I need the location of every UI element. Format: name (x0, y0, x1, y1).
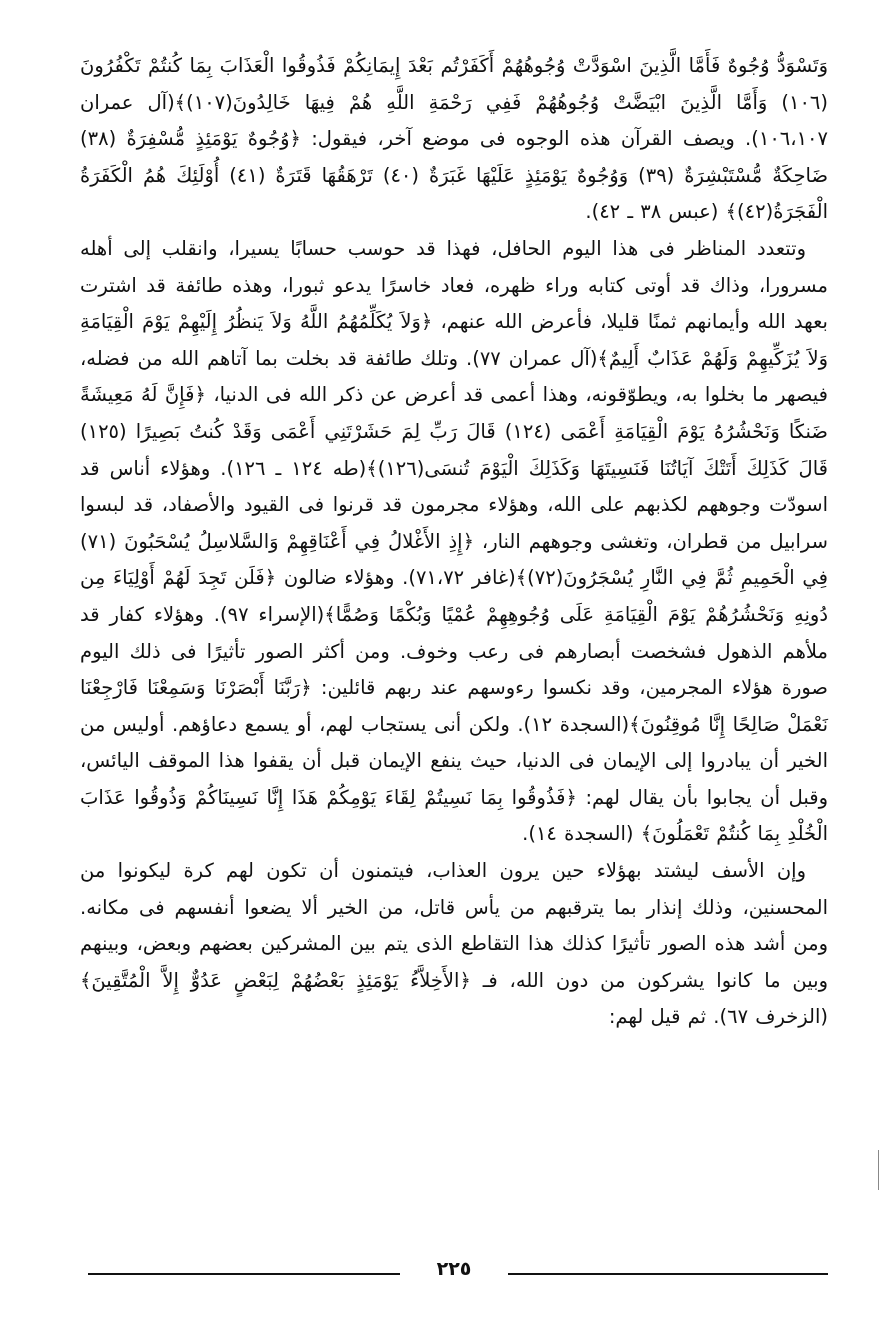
paragraph-3: وإن الأسف ليشتد بهؤلاء حين يرون العذاب، فيتمنون أن تكون لهم كرة ليكونوا من المحسنين، وذلك إنذار بما يترقبهم من يأس قاتل، من الخير ألا يضعوا أنفسهم فى مكانه. ومن أشد هذه الصور تأثيرًا كذلك هذا التقاطع الذى يتم بين المشركين بعضهم وبعض، وبينهم وبين ما كانوا يشركون من دون الله، فـ ﴿الأَخِلاَّءُ يَوْمَئِذٍ بَعْضُهُمْ لِبَعْضٍ عَدُوٌّ إِلاَّ الْمُتَّقِينَ﴾(الزخرف ٦٧). ثم قيل لهم: (80, 859, 828, 1029)
paragraph-2: وتتعدد المناظر فى هذا اليوم الحافل، فهذا قد حوسب حسابًا يسيرا، وانقلب إلى أهله مسرورا، وذاك قد أوتى كتابه وراء ظهره، فعاد خاسرًا يدعو ثبورا، وهذه طائفة قد اشترت بعهد الله وأيمانهم ثمنًا قليلا، فأعرض الله عنهم، ﴿وَلاَ يُكَلِّمُهُمُ اللَّهُ وَلاَ يَنظُرُ إِلَيْهِمْ يَوْمَ الْقِيَامَةِ وَلاَ يُزَكِّيهِمْ وَلَهُمْ عَذَابٌ أَلِيمٌ﴾(آل عمران ٧٧). وتلك طائفة قد بخلت بما آتاهم الله من فضله، فيصهر ما بخلوا به، ويطوّقونه، وهذا أعمى قد أعرض عن ذكر الله فى الدنيا، ﴿فَإِنَّ لَهُ مَعِيشَةً ضَنكًا وَنَحْشُرُهُ يَوْمَ الْقِيَامَةِ أَعْمَى (١٢٤) قَالَ رَبِّ لِمَ حَشَرْتَنِي أَعْمَى وَقَدْ كُنتُ بَصِيرًا (١٢٥) قَالَ كَذَلِكَ أَتَتْكَ آيَاتُنَا فَنَسِيتَهَا وَكَذَلِكَ الْيَوْمَ تُنسَى(١٢٦)﴾(طه ١٢٤ ـ ١٢٦). وهؤلاء أناس قد اسودّت وجوههم لكذبهم على الله، وهؤلاء مجرمون قد قرنوا فى القيود والأصفاد، قد لبسوا سرابيل من قطران، وتغشى وجوههم النار، ﴿إِذِ الأَغْلالُ فِي أَعْنَاقِهِمْ وَالسَّلاسِلُ يُسْحَبُونَ (٧١) فِي الْحَمِيمِ ثُمَّ فِي النَّارِ يُسْجَرُونَ(٧٢)﴾(غافر ٧١،٧٢). وهؤلاء ضالون ﴿فَلَن تَجِدَ لَهُمْ أَوْلِيَاءَ مِن دُونِهِ وَنَحْشُرُهُمْ يَوْمَ الْقِيَامَةِ عَلَى وُجُوهِهِمْ عُمْيًا وَبُكْمًا وَصُمًّا﴾(الإسراء ٩٧). وهؤلاء كفار قد ملأهم الذهول فشخصت أبصارهم فى رعب وخوف. ومن أكثر الصور تأثيرًا فى ذلك اليوم صورة هؤلاء المجرمين، وقد نكسوا رءوسهم عند ربهم قائلين: ﴿رَبَّنَا أَبْصَرْنَا وَسَمِعْنَا فَارْجِعْنَا نَعْمَلْ صَالِحًا إِنَّا مُوقِنُونَ﴾(السجدة ١٢). ولكن أنى يستجاب لهم، أو يسمع دعاؤهم. أوليس من الخير أن يبادروا إلى الإيمان فى الدنيا، حيث ينفع الإيمان قبل أن يقفوا هذا الموقف اليائس، وقبل أن يجابوا بأن يقال لهم: ﴿فَذُوقُوا بِمَا نَسِيتُمْ لِقَاءَ يَوْمِكُمْ هَذَا إِنَّا نَسِينَاكُمْ وَذُوقُوا عَذَابَ الْخُلْدِ بِمَا كُنتُمْ تَعْمَلُونَ﴾ (السجدة ١٤). (80, 236, 829, 846)
page-body (80, 48, 828, 1036)
page-number: ٢٢٥ (436, 1258, 472, 1280)
scan-edge-mark (878, 1150, 879, 1190)
page-footer (80, 1258, 828, 1288)
paragraph-1: وَتَسْوَدُّ وُجُوهٌ فَأَمَّا الَّذِينَ اسْوَدَّتْ وُجُوهُهُمْ أَكَفَرْتُم بَعْدَ إِيمَانِكُمْ فَذُوقُوا الْعَذَابَ بِمَا كُنتُمْ تَكْفُرُونَ (١٠٦) وَأَمَّا الَّذِينَ ابْيَضَّتْ وُجُوهُهُمْ فَفِي رَحْمَةِ اللَّهِ هُمْ فِيهَا خَالِدُونَ(١٠٧)﴾(آل عمران ١٠٦،١٠٧). ويصف القرآن هذه الوجوه فى موضع آخر، فيقول: ﴿وُجُوهٌ يَوْمَئِذٍ مُّسْفِرَةٌ (٣٨) ضَاحِكَةٌ مُّسْتَبْشِرَةٌ (٣٩) وَوُجُوهٌ يَوْمَئِذٍ عَلَيْهَا غَبَرَةٌ (٤٠) تَرْهَقُهَا قَتَرَةٌ (٤١) أُوْلَئِكَ هُمُ الْكَفَرَةُ الْفَجَرَةُ(٤٢)﴾ (عبس ٣٨ ـ ٤٢). (80, 54, 828, 224)
